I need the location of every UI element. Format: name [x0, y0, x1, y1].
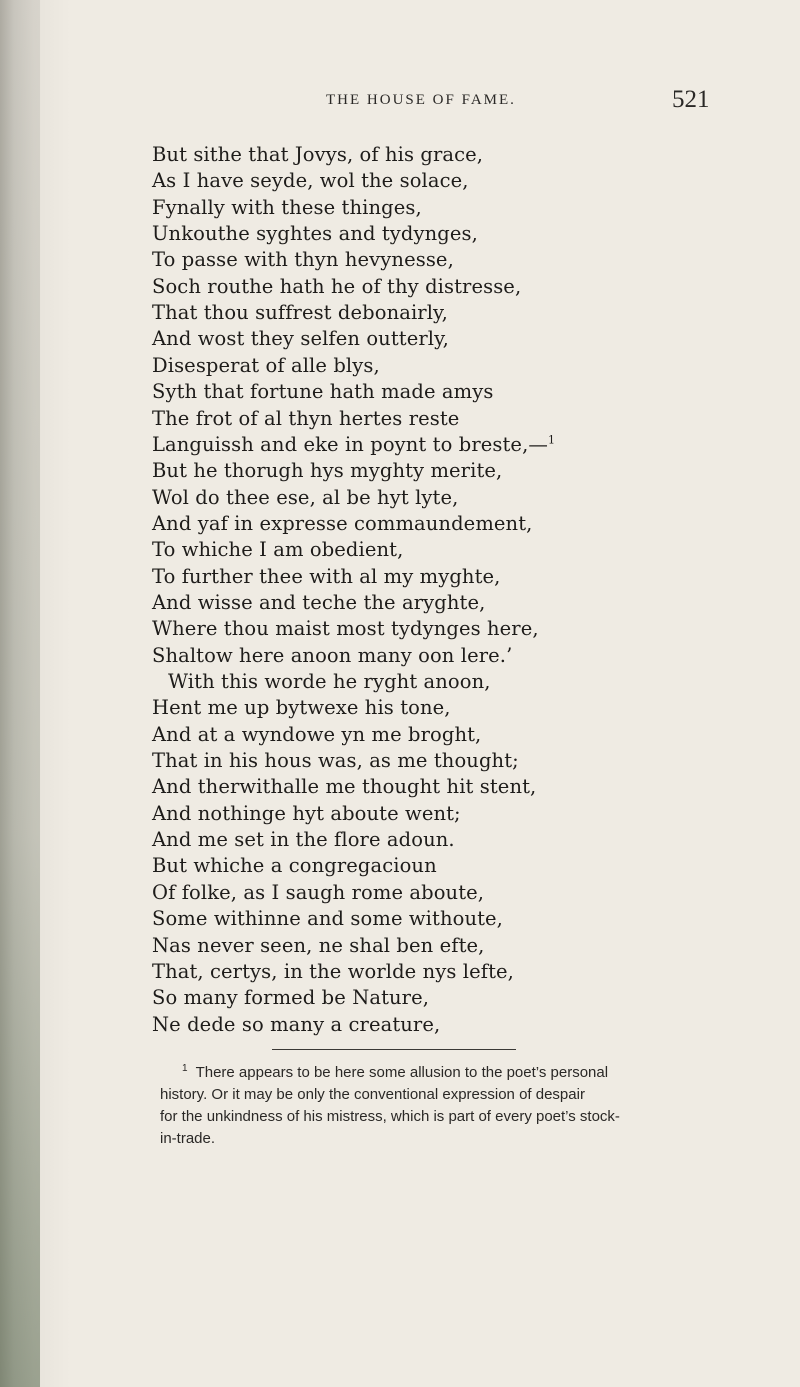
poem-line-text: And therwithalle me thought hit stent, — [152, 775, 537, 798]
poem-line-text: Disesperat of alle blys, — [152, 354, 380, 377]
poem-line-text: To further thee with al my myghte, — [152, 565, 501, 588]
poem-line — [152, 221, 478, 247]
poem-line-text: Soch routhe hath he of thy distresse, — [152, 275, 522, 298]
poem-line-text: So many formed be Nature, — [152, 986, 430, 1009]
poem-line — [152, 880, 484, 906]
poem-line-text: And yaf in expresse commaundement, — [152, 512, 533, 535]
poem-line-text: But whiche a congregacioun — [152, 854, 437, 877]
poem-line-text: With this worde he ryght anoon, — [168, 670, 491, 693]
poem-line — [152, 933, 484, 959]
poem-line — [152, 827, 455, 853]
page-number: 521 — [672, 86, 710, 113]
poem-line — [152, 353, 380, 379]
poem-line-text: Ne dede so many a creature, — [152, 1013, 441, 1036]
poem-line — [152, 142, 483, 168]
poem-line — [152, 511, 532, 537]
poem-line — [152, 274, 521, 300]
footnote-number: 1 — [182, 1063, 188, 1074]
poem-line-text: Hent me up bytwexe his tone, — [152, 696, 451, 719]
footnote-line-text: There appears to be here some allusion to the poet’s personal — [195, 1064, 609, 1081]
footnote-line: history. Or it may be only the conventional expression of despair — [160, 1086, 585, 1103]
poem-line-text: Shaltow here anoon many oon lere.’ — [152, 644, 513, 667]
poem-line-text: Of folke, as I saugh rome aboute, — [152, 881, 485, 904]
poem-line — [152, 616, 539, 642]
running-head-title: THE HOUSE OF FAME. — [326, 92, 516, 108]
footnote-reference: 1 — [547, 433, 556, 447]
poem-line-text: And at a wyndowe yn me broght, — [152, 723, 482, 746]
poem-line-text: Where thou maist most tydynges here, — [152, 617, 539, 640]
poem-line-text: But he thorugh hys myghty merite, — [152, 459, 503, 482]
poem-line-text: The frot of al thyn hertes reste — [152, 407, 460, 430]
poem-line — [152, 537, 403, 563]
poem-line-text: And nothinge hyt aboute went; — [152, 802, 461, 825]
poem-line — [152, 195, 422, 221]
poem-line-text: Syth that fortune hath made amys — [152, 380, 494, 403]
poem-line-text: Some withinne and some withoute, — [152, 907, 503, 930]
poem-line-text: To passe with thyn hevynesse, — [152, 248, 454, 271]
footnote-line: in-trade. — [160, 1130, 216, 1147]
poem-line-text: To whiche I am obedient, — [152, 538, 404, 561]
poem-line-text: But sithe that Jovys, of his grace, — [152, 143, 484, 166]
poem-line — [152, 326, 449, 352]
poem-line — [152, 643, 512, 669]
poem-line — [152, 485, 458, 511]
poem-line-text: That, certys, in the worlde nys lefte, — [152, 960, 514, 983]
poem-line-text: That in his hous was, as me thought; — [152, 749, 519, 772]
footnote-rule — [272, 1049, 516, 1050]
poem-line-text: And wisse and teche the aryghte, — [152, 591, 486, 614]
poem-line — [152, 564, 500, 590]
footnote — [160, 1062, 720, 1150]
poem-line — [152, 985, 429, 1011]
poem-line-text: Unkouthe syghtes and tydynges, — [152, 222, 478, 245]
poem-line-text: Wol do thee ese, al be hyt lyte, — [152, 486, 459, 509]
running-head — [0, 86, 800, 122]
poem-line — [152, 432, 555, 458]
poem-line-text: And wost they selfen outterly, — [152, 327, 449, 350]
poem-line — [152, 906, 503, 932]
poem-line-text: And me set in the flore adoun. — [152, 828, 455, 851]
footnote-line — [182, 1062, 720, 1084]
poem-line — [152, 695, 451, 721]
poem-line — [152, 379, 493, 405]
poem-line-text: That thou suffrest debonairly, — [152, 301, 448, 324]
spine-shadow — [0, 0, 40, 1387]
poem-line — [152, 722, 481, 748]
poem-line-text: As I have seyde, wol the solace, — [152, 169, 469, 192]
poem-line — [152, 247, 454, 273]
poem-line — [152, 853, 437, 879]
poem-line — [152, 801, 461, 827]
poem-line-text: Languissh and eke in poynt to breste,— — [152, 433, 548, 456]
poem-line — [152, 748, 519, 774]
poem-line — [152, 168, 469, 194]
footnote-line: for the unkindness of his mistress, which is part of every poet’s stock- — [160, 1108, 620, 1125]
poem-line — [152, 300, 448, 326]
poem-line — [152, 590, 485, 616]
poem-line — [152, 406, 459, 432]
poem-line — [152, 458, 502, 484]
poem-line — [152, 1012, 440, 1038]
poem-line — [152, 959, 514, 985]
poem-line-text: Fynally with these thinges, — [152, 196, 422, 219]
poem-line-text: Nas never seen, ne shal ben efte, — [152, 934, 485, 957]
poem-line — [168, 669, 491, 695]
poem-line — [152, 774, 536, 800]
